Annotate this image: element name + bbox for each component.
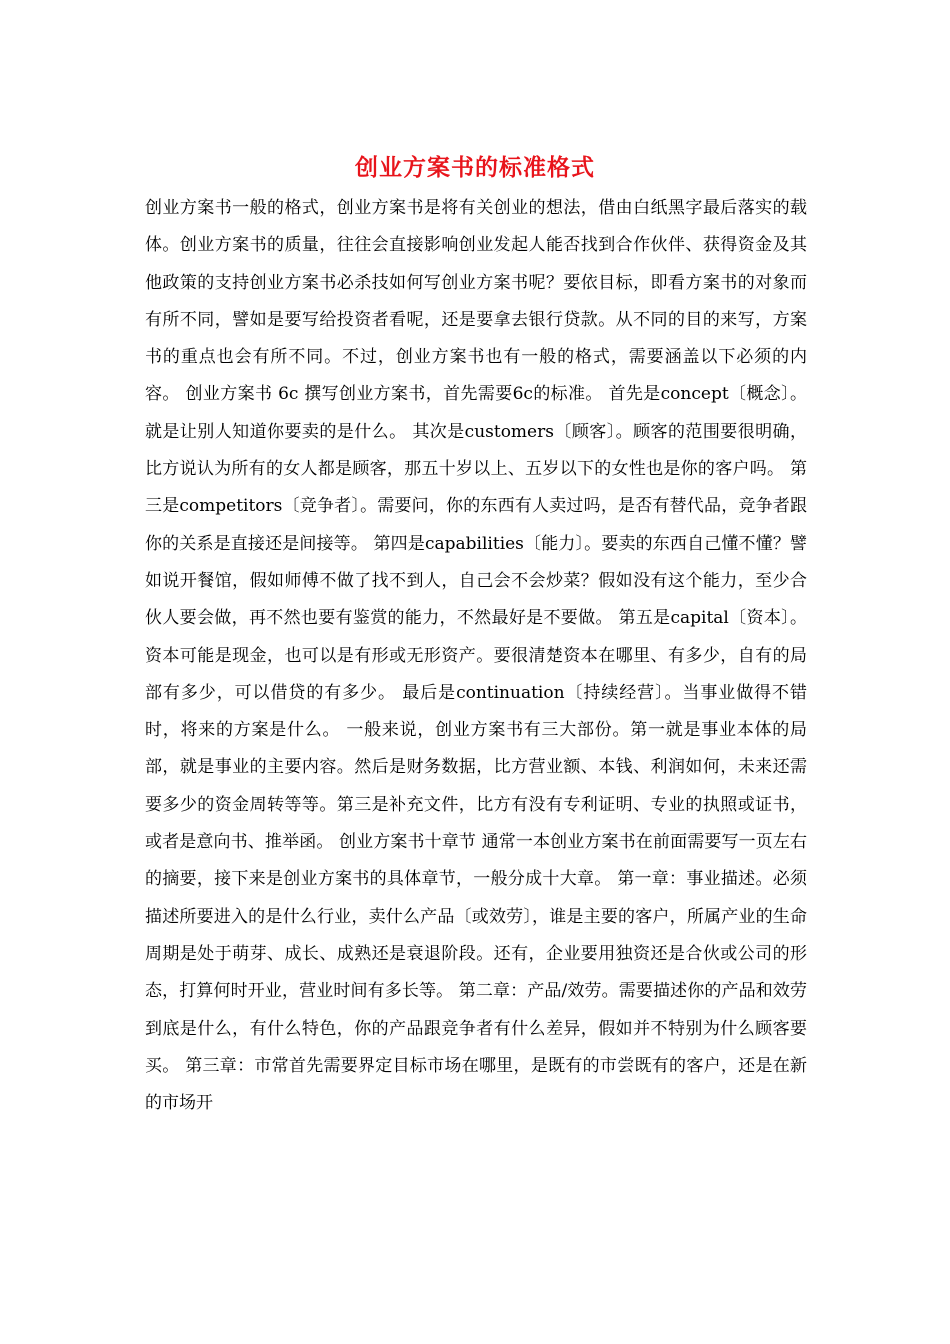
document-title: 创业方案书的标准格式	[355, 154, 595, 181]
document-body: 创业方案书一般的格式，创业方案书是将有关创业的想法，借由白纸黑字最后落实的载体。创业方案书的质量，往往会直接影响创业发起人能否找到合作伙伴、获得资金及其他政策的支持创业方案书必杀技如何写创业方案书呢？要依目标，即看方案书的对象而有所不同，譬如是要写给投资者看呢，还是要拿去银行贷款。从不同的目的来写，方案书的重点也会有所不同。不过，创业方案书也有一般的格式，需要涵盖以下必须的内容。 创业方案书 6c 撰写创业方案书，首先需要6c的标准。 首先是concept〔概念〕。就是让别人知道你要卖的是什么。 其次是customers〔顾客〕。顾客的范围要很明确，比方说认为所有的女人都是顾客，那五十岁以上、五岁以下的女性也是你的客户吗。 第三是competitors〔竞争者〕。需要问，你的东西有人卖过吗，是否有替代品，竞争者跟你的关系是直接还是间接等。 第四是capabilities〔能力〕。要卖的东西自己懂不懂？譬如说开餐馆，假如师傅不做了找不到人，自己会不会炒菜？假如没有这个能力，至少合伙人要会做，再不然也要有鉴赏的能力，不然最好是不要做。 第五是capital〔资本〕。资本可能是现金，也可以是有形或无形资产。要很清楚资本在哪里、有多少，自有的局部有多少，可以借贷的有多少。 最后是continuation〔持续经营〕。当事业做得不错时，将来的方案是什么。 一般来说，创业方案书有三大部份。第一就是事业本体的局部，就是事业的主要内容。然后是财务数据，比方营业额、本钱、利润如何，未来还需要多少的资金周转等等。第三是补充文件，比方有没有专利证明、专业的执照或证书，或者是意向书、推举函。 创业方案书十章节 通常一本创业方案书在前面需要写一页左右的摘要，接下来是创业方案书的具体章节，一般分成十大章。 第一章：事业描述。必须描述所要进入的是什么行业，卖什么产品〔或效劳〕，谁是主要的客户，所属产业的生命周期是处于萌芽、成长、成熟还是衰退阶段。还有，企业要用独资还是合伙或公司的形态，打算何时开业，营业时间有多长等。 第二章：产品/效劳。需要描述你的产品和效劳到底是什么，有什么特色，你的产品跟竞争者有什么差异，假如并不特别为什么顾客要买。 第三章：市常首先需要界定目标市场在哪里，是既有的市尝既有的客户，还是在新的市场开	[145, 198, 807, 1114]
